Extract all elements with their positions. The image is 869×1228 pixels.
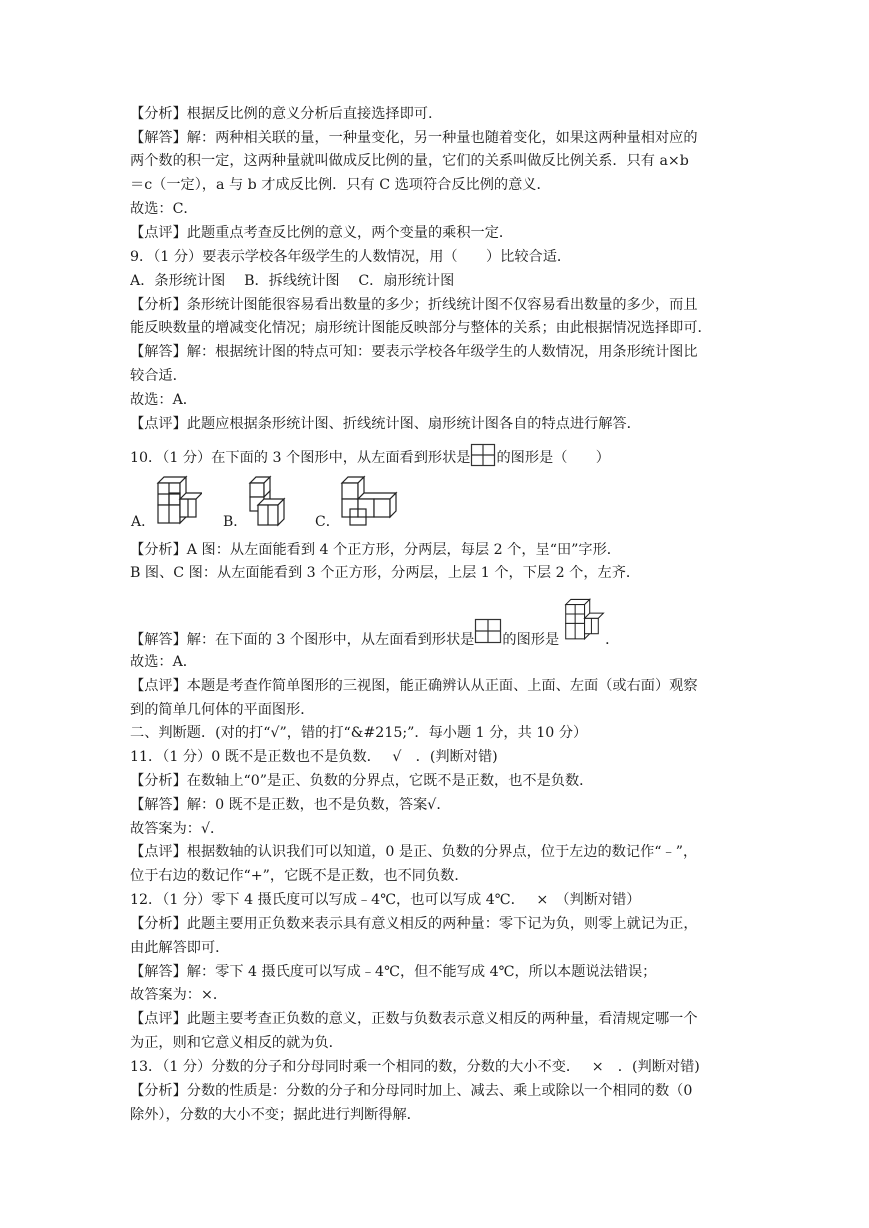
analysis-q13-line1: 【分析】分数的性质是：分数的分子和分母同时加上、减去、乘上或除以一个相同的数（0	[130, 1083, 693, 1099]
cube-figure-a	[152, 473, 202, 529]
solution-q9-line2: 较合适．	[130, 368, 187, 384]
comment-q12-line1: 【点评】此题主要考查正负数的意义，正数与负数表示意义相反的两种量，看清规定哪一个	[130, 1011, 698, 1027]
analysis-q9-line2: 能反映数量的增减变化情况；扇形统计图能反映部分与整体的关系；由此根据情况选择即可．	[130, 320, 712, 336]
solution-q11: 【解答】解：0 既不是正数，也不是负数，答案√．	[130, 797, 451, 813]
comment-q9: 【点评】此题应根据条形统计图、折线统计图、扇形统计图各自的特点进行解答．	[130, 416, 641, 432]
option-a-label: A．	[131, 514, 156, 530]
question-10-text-end: 的图形是（ ）	[496, 450, 610, 466]
grid-square-icon	[474, 618, 502, 644]
analysis-q13-line2: 除外），分数的大小不变；据此进行判断得解．	[130, 1107, 421, 1123]
comment-q11-line2: 位于右边的数记作“+”，它既不是正数，也不同负数．	[130, 868, 469, 884]
answer-q8: 故选：C．	[130, 201, 198, 217]
solution-q9-line1: 【解答】解：根据统计图的特点可知：要表示学校各年级学生的人数情况，用条形统计图比	[130, 344, 698, 360]
option-b-label: B．	[223, 514, 248, 530]
options-q9: A．条形统计图 B．拆线统计图 C．扇形统计图	[130, 273, 455, 289]
analysis-q10-line1: 【分析】A 图：从左面能看到 4 个正方形，分两层，每层 2 个，呈“田”字形．	[130, 542, 621, 558]
question-10-text: 10．（1 分）在下面的 3 个图形中，从左面看到形状是	[130, 450, 471, 466]
solution-q12: 【解答】解：零下 4 摄氏度可以写成﹣4℃，但不能写成 4℃，所以本题说法错误；	[130, 964, 657, 980]
comment-q12-line2: 为正，则和它意义相反的就为负．	[130, 1035, 343, 1051]
solution-q10	[130, 596, 770, 646]
comment-q10-line2: 到的简单几何体的平面图形．	[130, 702, 315, 718]
solution-q10-text-end: ．	[605, 632, 620, 648]
analysis-q12-line1: 【分析】此题主要用正负数来表示具有意义相反的两种量：零下记为负，则零上就记为正，	[130, 916, 698, 932]
solution-q8-line2: 两个数的积一定，这两种量就叫做成反比例的量，它们的关系叫做反比例关系．只有 a×b	[130, 153, 689, 169]
comment-q10-line1: 【点评】本题是考查作简单图形的三视图，能正确辨认从正面、上面、左面（或右面）观察	[130, 678, 698, 694]
answer-q10: 故选：A．	[130, 654, 197, 670]
analysis-q8: 【分析】根据反比例的意义分析后直接选择即可.	[130, 106, 433, 122]
analysis-q12-line2: 由此解答即可．	[130, 940, 230, 956]
solution-q8-line3: ＝c（一定），a 与 b 才成反比例．只有 C 选项符合反比例的意义．	[130, 177, 551, 193]
comment-q8: 【点评】此题重点考查反比例的意义，两个变量的乘积一定．	[130, 225, 514, 241]
section-heading-judgement: 二、判断题．(对的打“√”，错的打“&#215;”．每小题 1 分，共 10 分）	[130, 725, 588, 741]
grid-square-icon	[470, 443, 496, 467]
question-10	[130, 443, 770, 469]
question-9: 9．（1 分）要表示学校各年级学生的人数情况，用（ ）比较合适．	[130, 249, 572, 265]
solution-q10-text-mid: 的图形是	[502, 632, 560, 648]
question-12: 12．（1 分）零下 4 摄氏度可以写成﹣4℃，也可以写成 4℃． × （判断对错）	[130, 892, 641, 908]
analysis-q9-line1: 【分析】条形统计图能很容易看出数量的多少；折线统计图不仅容易看出数量的多少，而且	[130, 297, 698, 313]
analysis-q10-line2: B 图、C 图：从左面能看到 3 个正方形，分两层，上层 1 个，下层 2 个，左齐．	[130, 565, 641, 581]
cube-figure-answer	[559, 596, 605, 644]
analysis-q11: 【分析】在数轴上“0”是正、负数的分界点，它既不是正数，也不是负数．	[130, 773, 594, 789]
comment-q11-line1: 【点评】根据数轴的认识我们可以知道，0 是正、负数的分界点，位于左边的数记作“﹣”，	[130, 844, 698, 860]
answer-q12: 故答案为：×．	[130, 987, 228, 1003]
solution-q8-line1: 【解答】解：两种相关联的量，一种量变化，另一种量也随着变化，如果这两种量相对应的	[130, 130, 698, 146]
cube-figure-b	[244, 475, 294, 529]
option-c-label: C．	[315, 514, 340, 530]
cube-figure-c	[336, 475, 402, 529]
question-11: 11．（1 分）0 既不是正数也不是负数． √ ．(判断对错)	[130, 749, 498, 765]
question-13: 13．（1 分）分数的分子和分母同时乘一个相同的数，分数的大小不变． × ．(判断对错)	[130, 1059, 700, 1075]
solution-q10-text: 【解答】解：在下面的 3 个图形中，从左面看到形状是	[130, 632, 475, 648]
answer-q11: 故答案为：√．	[130, 821, 225, 837]
answer-q9: 故选：A．	[130, 392, 197, 408]
